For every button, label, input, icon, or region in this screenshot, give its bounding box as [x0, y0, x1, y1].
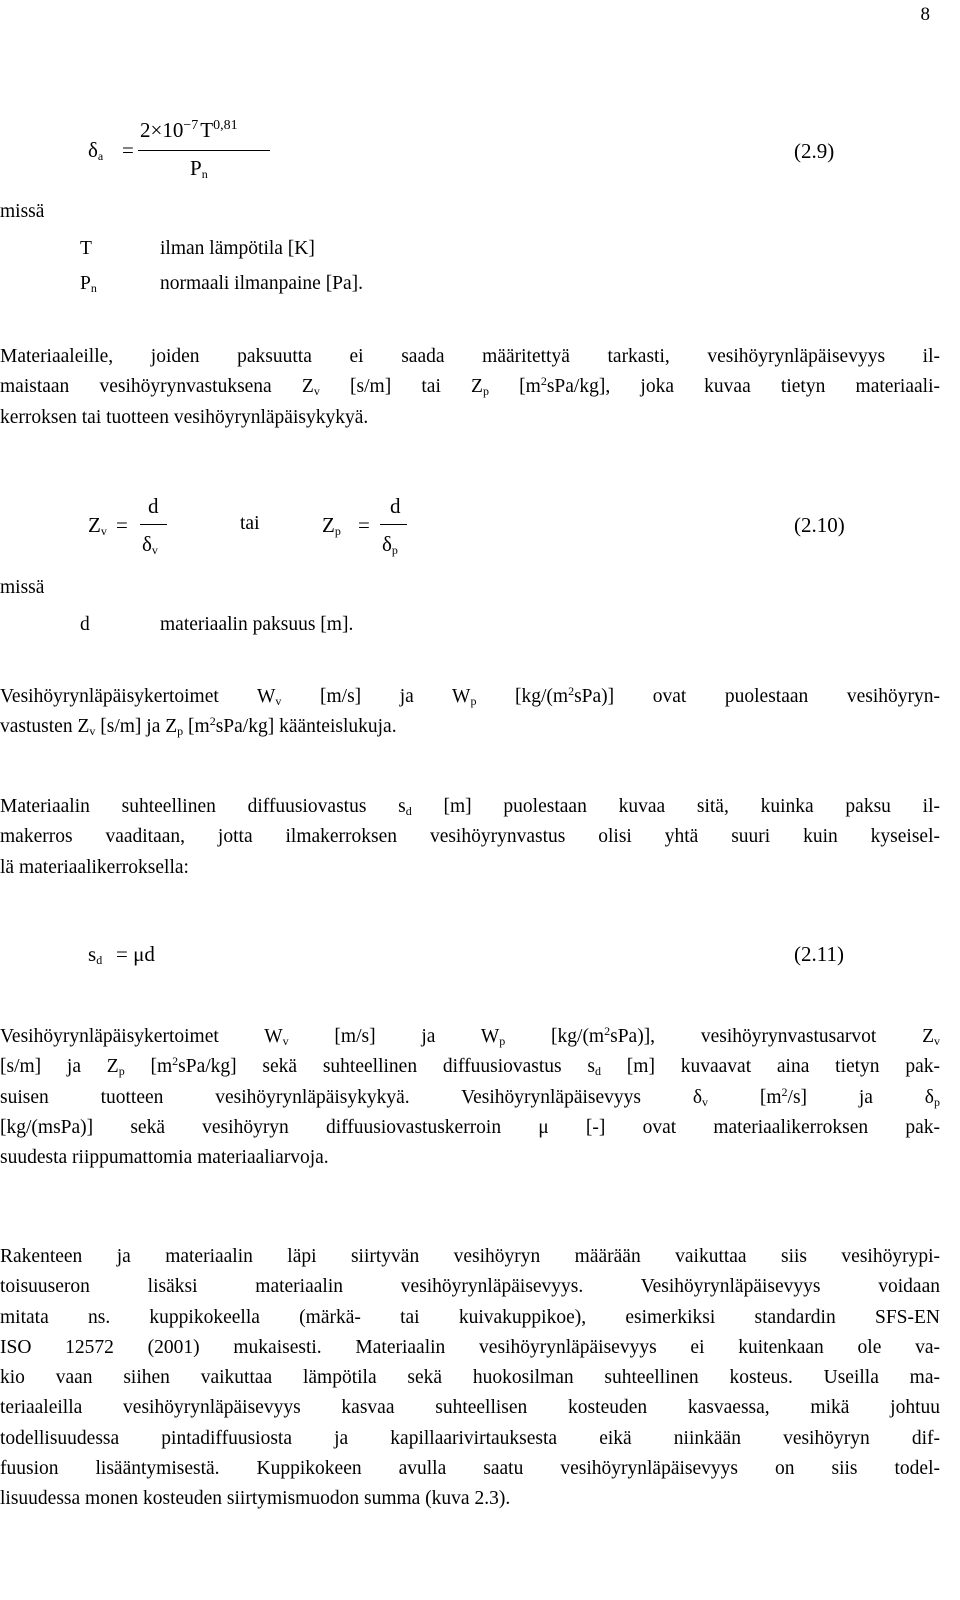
eq-denominator: $\delta_v$ — [142, 532, 158, 557]
text-line: toisuuseron lisäksi materiaalin vesihöyrynläpäisevyys. Vesihöyrynläpäisevyys voidaan — [0, 1276, 940, 1298]
eq-denominator: $\delta_p$ — [382, 532, 398, 557]
where-label: missä — [0, 201, 45, 222]
text-line: Rakenteen ja materiaalin läpi siirtyvän vesihöyryn määrään vaikuttaa siis vesihöyrypi- — [0, 1246, 940, 1267]
paragraph — [0, 1242, 940, 1515]
equation-number: (2.9) — [794, 139, 835, 163]
text-line: [s/m] ja $Z_p$ $[m^2sPa/kg]$ sekä suhteellinen diffuusiovastus $s_d$ [m] kuvaavat aina tietyn pak- — [0, 1054, 940, 1079]
text-line: suisen tuotteen vesihöyrynläpäisykykyä. Vesihöyrynläpäisevyys $\delta_v$ $[m^2/s]$ ja $\delta_p$ — [0, 1084, 940, 1109]
paragraph — [0, 1022, 940, 1173]
text-line: Materiaalin suhteellinen diffuusiovastus $s_d$ [m] puolestaan kuvaa sitä, kuinka paksu il- — [0, 796, 940, 818]
def-symbol: d — [80, 614, 90, 635]
text-line: teriaaleilla vesihöyrynläpäisevyys kasvaa suhteellisen kosteuden kasvaessa, mikä johtuu — [0, 1397, 940, 1419]
eq-numerator: $2\times 10^{-7}T^{0,81}$ — [140, 118, 238, 142]
text-line: Vesihöyrynläpäisykertoimet $W_v$ [m/s] ja $W_p$ $[kg/(m^2sPa)]$, vesihöyrynvastusarvot $Z_v$ — [0, 1024, 940, 1048]
text-line: maistaan vesihöyrynvastuksena $Z_v$ [s/m] tai $Z_p$ $[m^2sPa/kg]$, joka kuvaa tietyn materiaali- — [0, 374, 940, 399]
def-description: ilman lämpötila [K] — [160, 238, 315, 259]
text-line: Vesihöyrynläpäisykertoimet $W_v$ [m/s] ja $W_p$ $[kg/(m^2sPa)]$ ovat puolestaan vesihöyryn- — [0, 684, 941, 708]
paragraph — [0, 682, 940, 743]
eq-lhs: $s_d$ — [88, 942, 103, 967]
eq-equals: = — [122, 138, 134, 162]
eq-rhs: = μd — [116, 942, 155, 966]
eq-numerator: d — [390, 494, 401, 518]
equation-number: (2.10) — [794, 513, 845, 537]
text-line: ISO 12572 (2001) mukaisesti. Materiaalin vesihöyrynläpäisevyys ei kuitenkaan ole va- — [0, 1336, 940, 1358]
page-number: 8 — [920, 4, 930, 25]
text-line: kerroksen tai tuotteen vesihöyrynläpäisykykyä. — [0, 406, 369, 428]
text-line: Materiaaleille, joiden paksuutta ei saada määritettyä tarkasti, vesihöyrynläpäisevyys il- — [0, 346, 940, 367]
text-line: suudesta riippumattomia materiaaliarvoja. — [0, 1147, 329, 1169]
eq-equals: = — [116, 513, 128, 537]
fraction-bar — [138, 150, 270, 151]
paragraph — [0, 342, 940, 433]
eq-denominator: $P_n$ — [190, 156, 208, 181]
eq-lhs: $Z_p$ — [322, 513, 341, 538]
def-description: normaali ilmanpaine [Pa]. — [160, 273, 364, 294]
eq-numerator: d — [148, 494, 159, 518]
paragraph — [0, 792, 940, 883]
eq-lhs: $Z_v$ — [88, 513, 107, 538]
fraction-bar — [380, 524, 407, 525]
text-line: todellisuudessa pintadiffuusiosta ja kapillaarivirtauksesta eikä niinkään vesihöyryn dif- — [0, 1427, 940, 1449]
equation-number: (2.11) — [794, 942, 844, 966]
text-line: makerros vaaditaan, jotta ilmakerroksen vesihöyrynvastus olisi yhtä suuri kuin kyseisel- — [0, 826, 940, 848]
text-line: [kg/(msPa)] sekä vesihöyryn diffuusiovastuskerroin μ [-] ovat materiaalikerroksen pak- — [0, 1116, 940, 1138]
fraction-bar — [140, 524, 167, 525]
eq-lhs: $\delta_a$ — [88, 138, 104, 163]
where-label: missä — [0, 577, 45, 598]
def-description: materiaalin paksuus [m]. — [160, 614, 354, 635]
def-symbol: T — [80, 238, 92, 259]
text-line: fuusion lisääntymisestä. Kuppikokeen avulla saatu vesihöyrynläpäisevyys on siis todel- — [0, 1458, 940, 1480]
def-symbol: $P_n$ — [80, 273, 97, 295]
eq-equals: = — [358, 513, 370, 537]
text-line: kio vaan siihen vaikuttaa lämpötila sekä huokosilman suhteellinen kosteus. Useilla ma- — [0, 1367, 940, 1389]
text-line: lisuudessa monen kosteuden siirtymismuodon summa (kuva 2.3). — [0, 1488, 511, 1510]
text-line: lä materiaalikerroksella: — [0, 856, 189, 878]
text-line: mitata ns. kuppikokeella (märkä- tai kuivakuppikoe), esimerkiksi standardin SFS-EN — [0, 1306, 940, 1328]
text-line: vastusten $Z_v$ [s/m] ja $Z_p$ $[m^2sPa/kg]$ käänteislukuja. — [0, 714, 397, 739]
eq-connector: tai — [240, 513, 260, 534]
